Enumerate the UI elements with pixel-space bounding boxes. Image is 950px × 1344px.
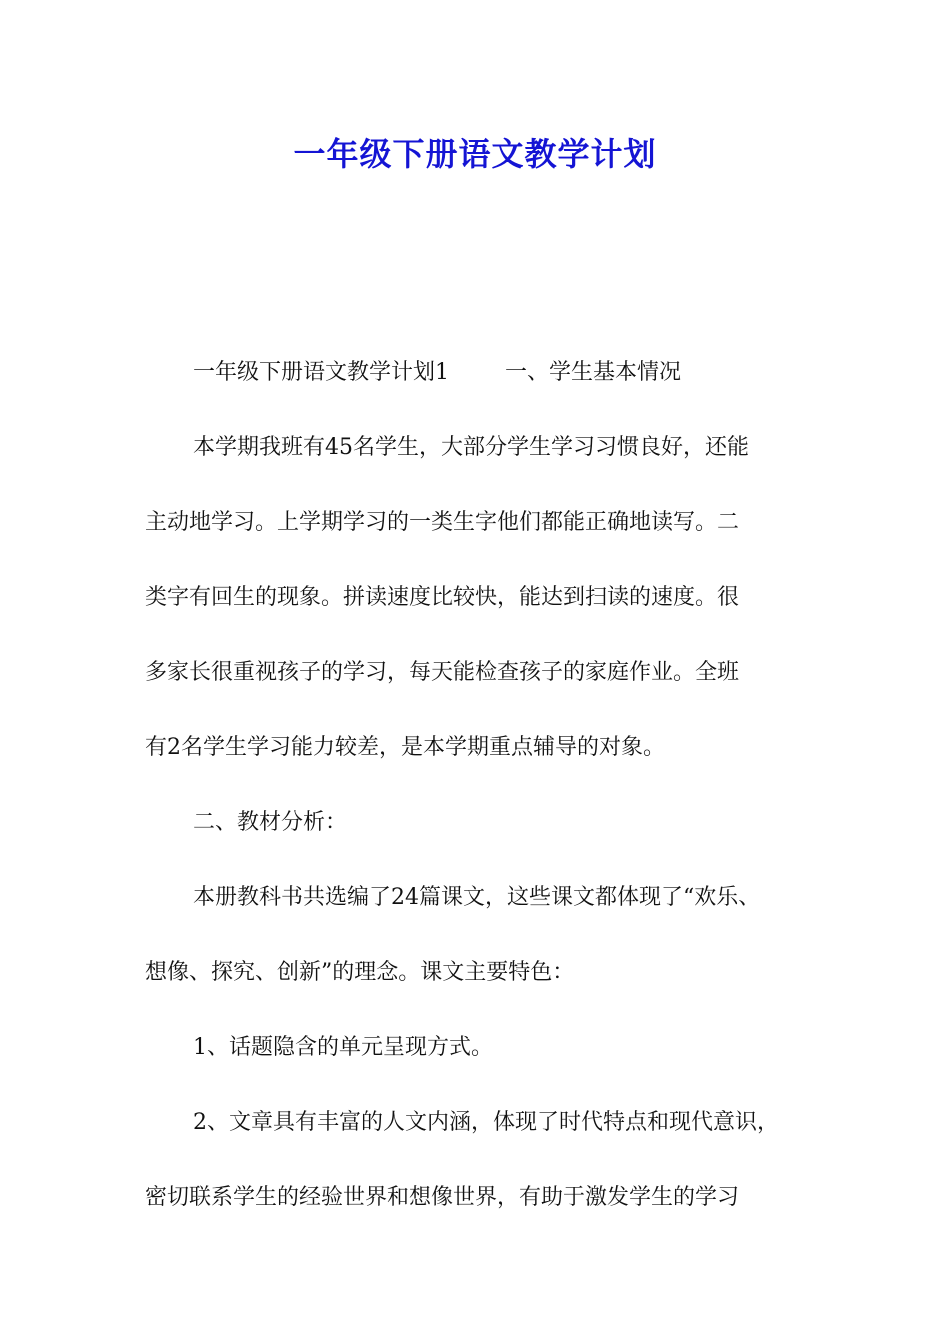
- paragraph-line: 多家长很重视孩子的学习，每天能检查孩子的家庭作业。全班: [145, 660, 740, 685]
- document-title: 一年级下册语文教学计划: [293, 135, 657, 173]
- list-item-line: 2、文章具有丰富的人文内涵，体现了时代特点和现代意识，: [193, 1110, 779, 1135]
- paragraph-line: 密切联系学生的经验世界和想像世界，有助于激发学生的学习: [145, 1185, 740, 1210]
- section-heading-line: 二、教材分析：: [193, 810, 348, 835]
- list-item-line: 1、话题隐含的单元呈现方式。: [193, 1035, 493, 1060]
- document-body: [145, 335, 835, 1235]
- paragraph-line: [145, 335, 835, 410]
- plan-subtitle: 一年级下册语文教学计划1: [193, 360, 449, 385]
- paragraph-line: 类字有回生的现象。拼读速度比较快，能达到扫读的速度。很: [145, 585, 740, 610]
- section-heading: 一、学生基本情况: [505, 360, 682, 385]
- paragraph-line: 本学期我班有45名学生，大部分学生学习习惯良好，还能: [193, 435, 749, 460]
- paragraph-line: 有2名学生学习能力较差，是本学期重点辅导的对象。: [145, 735, 665, 760]
- paragraph-line: 主动地学习。上学期学习的一类生字他们都能正确地读写。二: [145, 510, 740, 535]
- paragraph-line: 想像、探究、创新”的理念。课文主要特色：: [145, 960, 575, 985]
- paragraph-line: 本册教科书共选编了24篇课文，这些课文都体现了“欢乐、: [193, 885, 761, 910]
